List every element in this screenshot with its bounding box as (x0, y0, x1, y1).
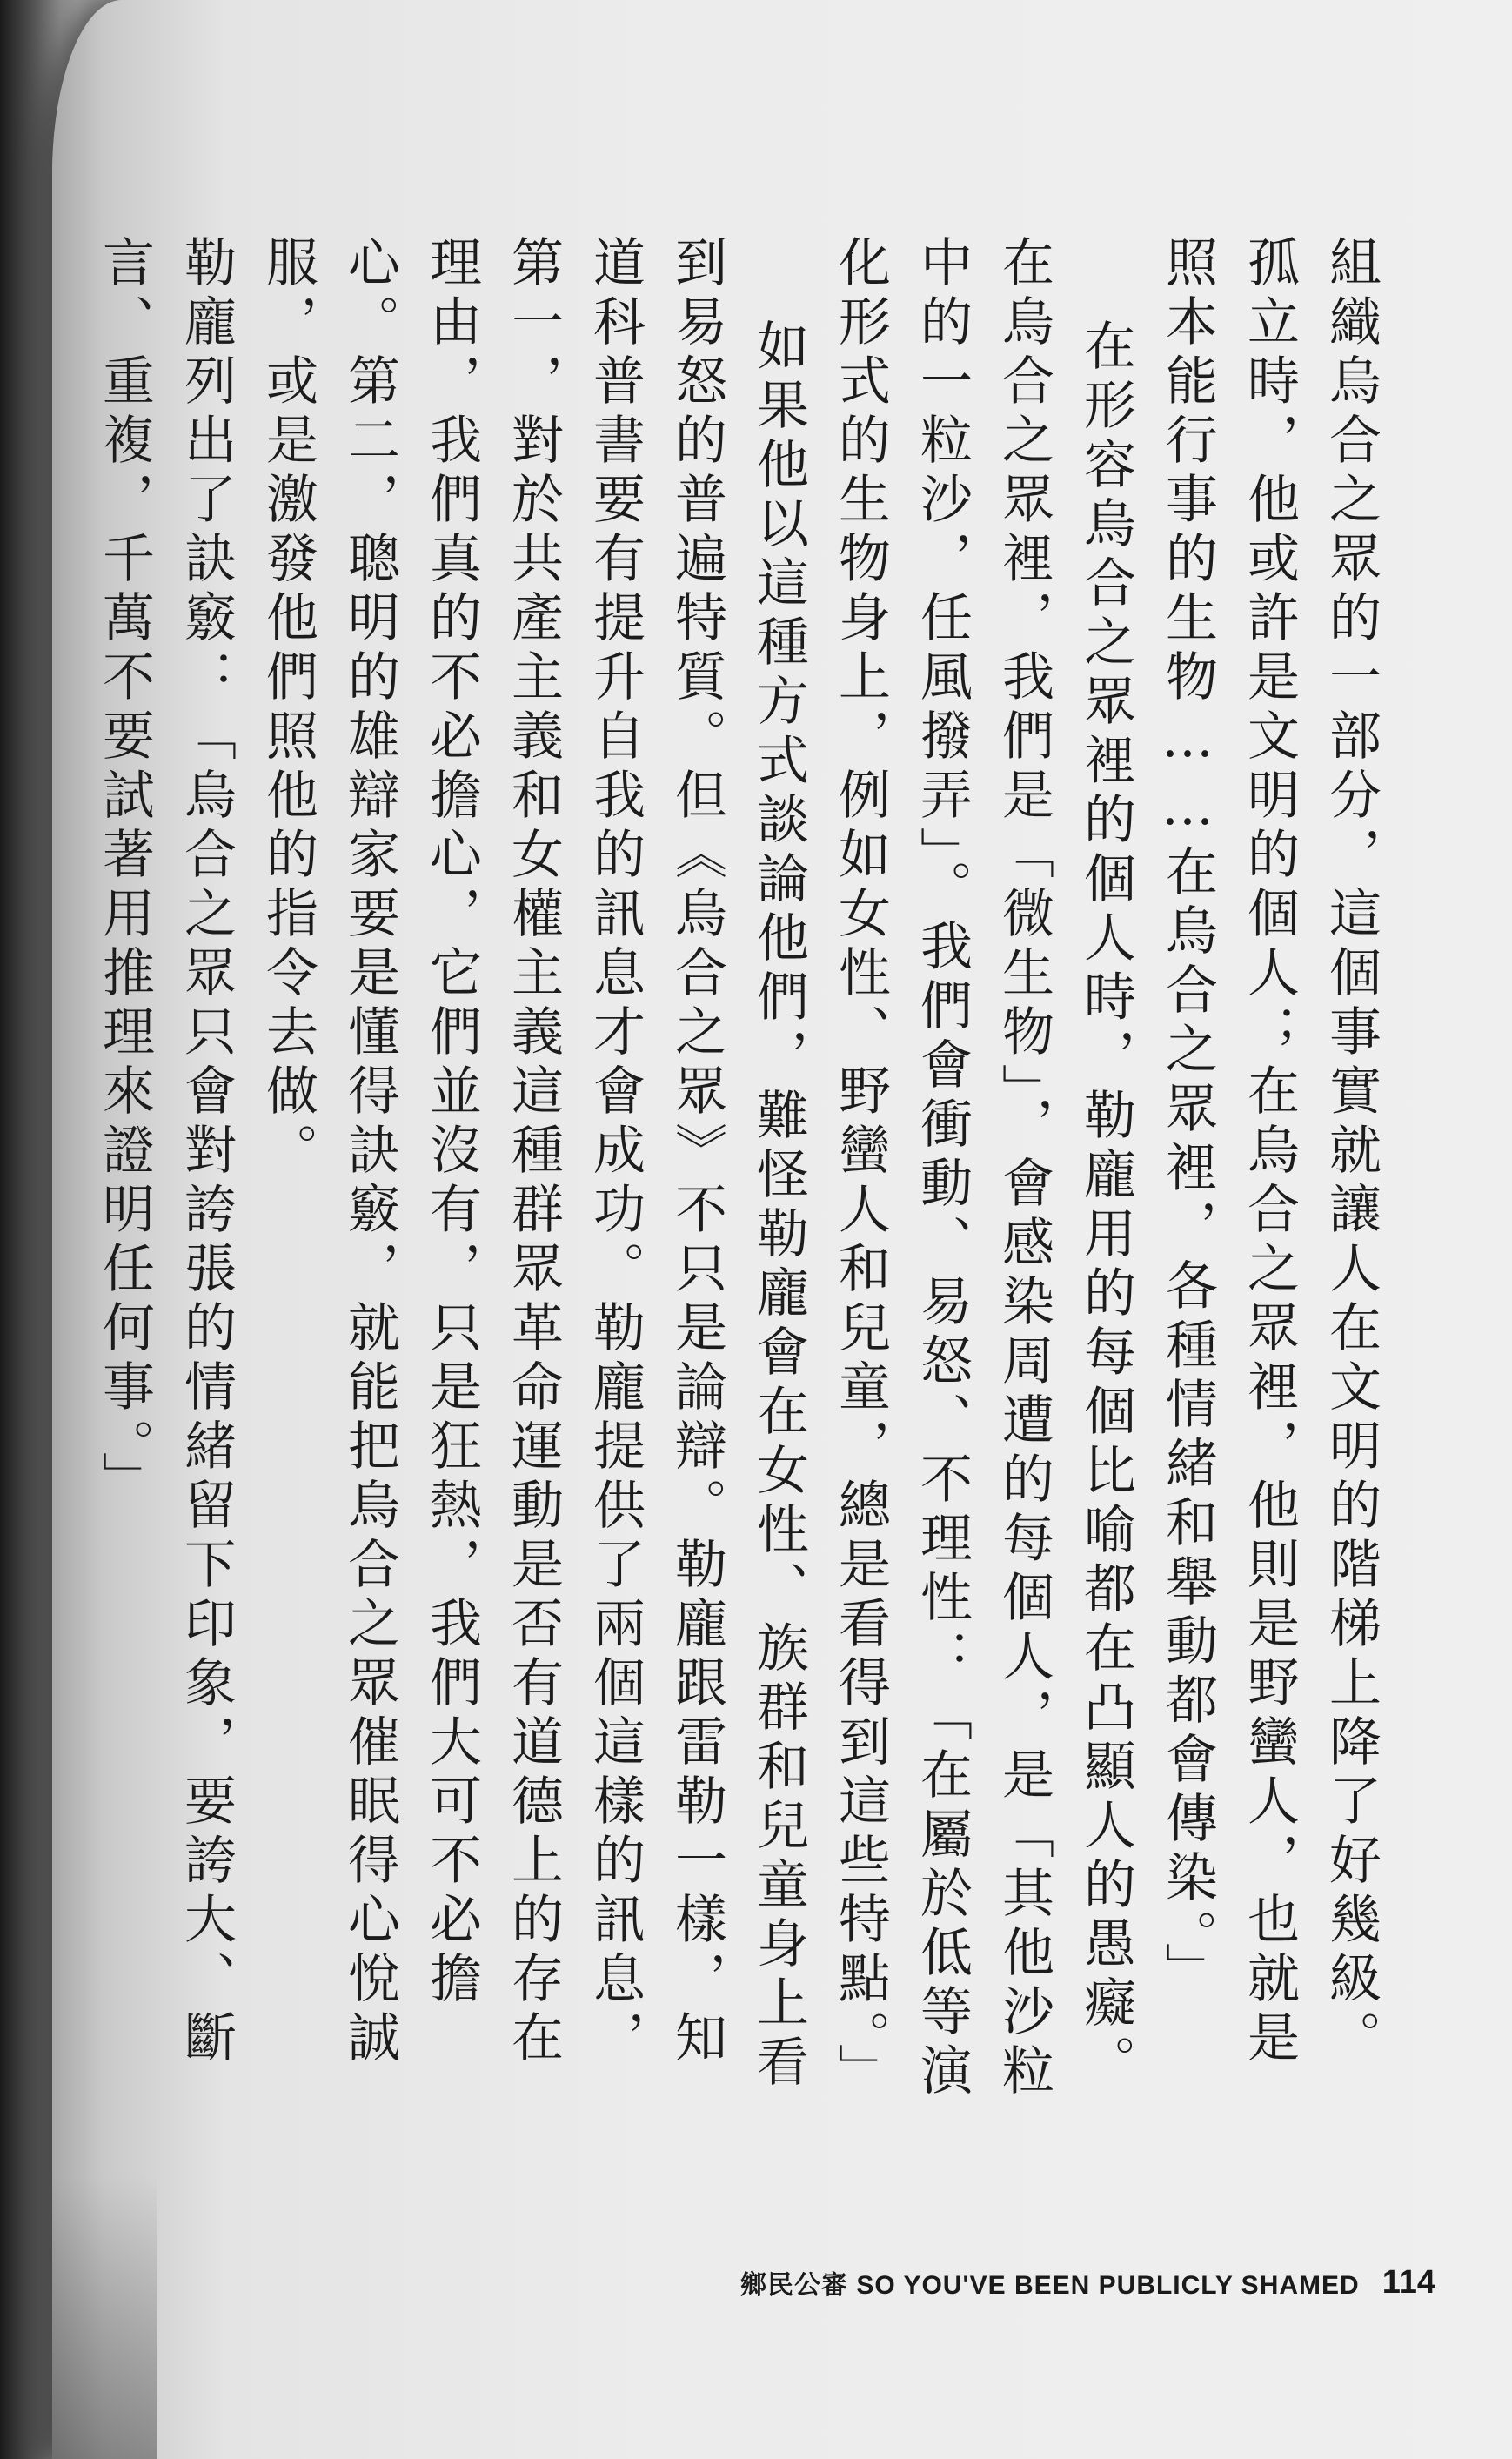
page-footer (739, 2261, 1435, 2304)
paragraph-2: 在形容烏合之眾裡的個人時，勒龐用的每個比喻都在凸顯人的愚癡。在烏合之眾裡，我們是「微生物」，會感染周遭的每個人，是「其他沙粒中的一粒沙，任風撥弄」。我們會衝動、易怒、不理性：「在屬於低等演化形式的生物身上，例如女性、野蠻人和兒童，總是看得到這些特點。」 (830, 235, 1136, 2102)
page-number: 114 (1382, 2263, 1435, 2301)
paragraph-3: 如果他以這種方式談論他們，難怪勒龐會在女性、族群和兒童身上看到易怒的普遍特質。但《烏合之眾》不只是論辯。勒龐跟雷勒一樣，知道科普書要有提升自我的訊息才會成功。勒龐提供了兩個這樣的訊息，第一，對於共產主義和女權主義這種群眾革命運動是否有道德上的存在理由，我們真的不必擔心，它們並沒有，只是狂熱，我們大可不必擔心。第二，聰明的雄辯家要是懂得訣竅，就能把烏合之眾催眠得心悅誠服，或是激發他們照他的指令去做。 (258, 235, 809, 2094)
vertical-body-text (94, 235, 1392, 2123)
paragraph-1: 組織烏合之眾的一部分，這個事實就讓人在文明的階梯上降了好幾級。孤立時，他或許是文明的個人；在烏合之眾裡，他則是野蠻人，也就是照本能行事的生物……在烏合之眾裡，各種情緒和舉動都會傳染。」 (1157, 235, 1382, 2069)
running-head: 鄉民公審 SO YOU'VE BEEN PUBLICLY SHAMED (739, 2271, 1360, 2300)
paragraph-4: 勒龐列出了訣竅：「烏合之眾只會對誇張的情緒留下印象，要誇大、斷言、重複，千萬不要試著用推理來證明任何事。」 (94, 235, 237, 2069)
page-shadow (52, 2175, 157, 2459)
